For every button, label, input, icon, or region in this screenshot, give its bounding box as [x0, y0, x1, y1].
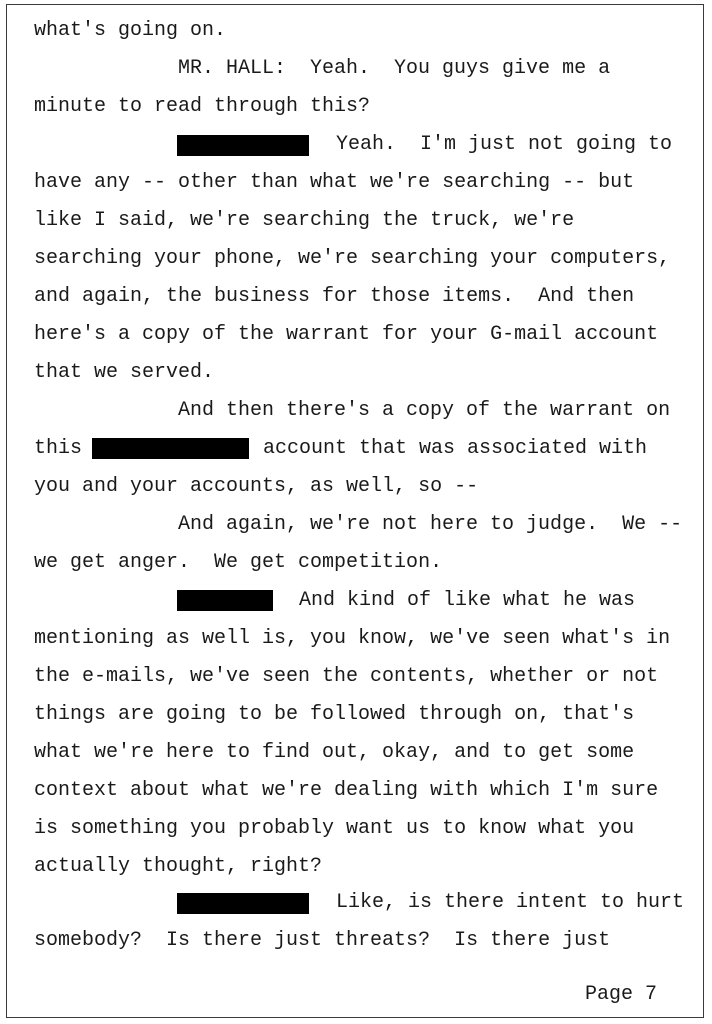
transcript-line: like I said, we're searching the truck, we're	[34, 209, 575, 232]
transcript-line: the e-mails, we've seen the contents, whether or not	[34, 665, 659, 688]
transcript-line: minute to read through this?	[34, 95, 371, 118]
transcript-line: is something you probably want us to know what you	[34, 817, 635, 840]
transcript-line: context about what we're dealing with which I'm sure	[34, 779, 659, 802]
transcript-line: and again, the business for those items. And then	[34, 285, 635, 308]
speaker-redaction	[177, 590, 273, 611]
transcript-line: And then there's a copy of the warrant on	[178, 399, 671, 422]
transcript-line: we get anger. We get competition.	[34, 551, 443, 574]
transcript-line: that we served.	[34, 361, 215, 384]
transcript-line: have any -- other than what we're searching -- but	[34, 171, 635, 194]
transcript-line: account that was associated with	[263, 437, 648, 460]
transcript-line: Like, is there intent to hurt	[336, 891, 685, 914]
speaker-redaction	[177, 135, 309, 156]
transcript-line: searching your phone, we're searching your computers,	[34, 247, 671, 270]
transcript-line: you and your accounts, as well, so --	[34, 475, 479, 498]
transcript-line: somebody? Is there just threats? Is there just	[34, 929, 611, 952]
transcript-line: And kind of like what he was	[299, 589, 636, 612]
transcript-line: And again, we're not here to judge. We --	[178, 513, 683, 536]
transcript-line: actually thought, right?	[34, 855, 323, 878]
transcript-line: what we're here to find out, okay, and to get some	[34, 741, 635, 764]
page-number: Page 7	[585, 983, 658, 1006]
speaker-redaction	[177, 893, 309, 914]
transcript-line: things are going to be followed through on, that's	[34, 703, 635, 726]
transcript-line: here's a copy of the warrant for your G-mail account	[34, 323, 659, 346]
transcript-line: mentioning as well is, you know, we've seen what's in	[34, 627, 671, 650]
transcript-line: this	[34, 437, 83, 460]
transcript-line: Yeah. I'm just not going to	[336, 133, 673, 156]
account-redaction	[92, 438, 249, 459]
transcript-line: MR. HALL: Yeah. You guys give me a	[178, 57, 611, 80]
transcript-line: what's going on.	[34, 19, 227, 42]
